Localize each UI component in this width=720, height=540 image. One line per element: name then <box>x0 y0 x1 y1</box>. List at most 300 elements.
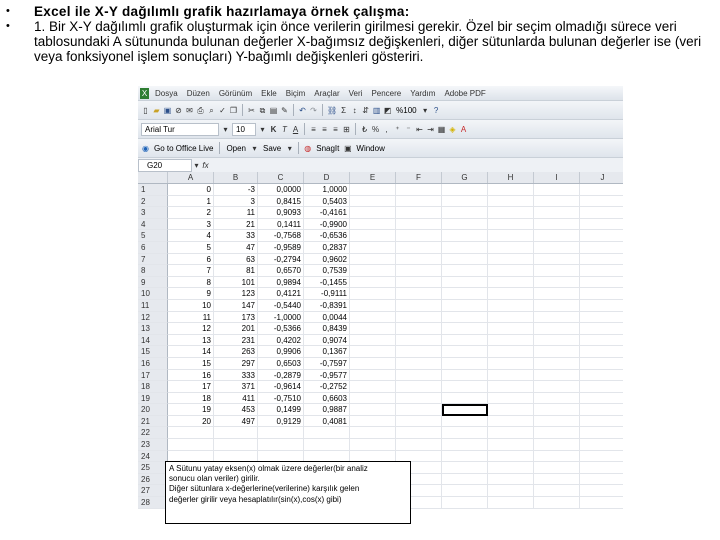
print-preview-icon[interactable]: ⌕ <box>209 105 214 115</box>
grid-cell[interactable] <box>350 230 396 242</box>
grid-cell[interactable]: 2 <box>168 207 214 219</box>
grid-cell[interactable] <box>488 497 534 509</box>
grid-cell[interactable] <box>534 335 580 347</box>
help-icon[interactable]: ? <box>433 105 439 115</box>
grid-cell[interactable]: 47 <box>214 242 258 254</box>
grid-cell[interactable]: -0,4161 <box>304 207 350 219</box>
grid-cell[interactable]: 0,4121 <box>258 288 304 300</box>
column-header[interactable]: H <box>488 172 534 183</box>
percent-icon[interactable]: % <box>371 124 380 134</box>
grid-cell[interactable]: 0,9887 <box>304 404 350 416</box>
grid-cell[interactable] <box>534 393 580 405</box>
grid-cell[interactable] <box>304 427 350 439</box>
grid-cell[interactable] <box>442 381 488 393</box>
menu-item-window[interactable]: Pencere <box>371 88 402 98</box>
grid-cell[interactable] <box>396 230 442 242</box>
grid-cell[interactable] <box>488 323 534 335</box>
save-button[interactable]: Save <box>263 143 282 153</box>
grid-cell[interactable] <box>580 439 623 451</box>
grid-cell[interactable]: 1 <box>168 196 214 208</box>
grid-cell[interactable]: 0,8415 <box>258 196 304 208</box>
grid-cell[interactable] <box>396 416 442 428</box>
grid-cell[interactable] <box>442 497 488 509</box>
grid-cell[interactable]: -0,7510 <box>258 393 304 405</box>
row-header[interactable]: 26 <box>138 474 168 486</box>
increase-decimal-icon[interactable]: ⁺ <box>395 124 400 134</box>
chevron-down-icon[interactable]: ▾ <box>194 160 199 170</box>
underline-button[interactable]: A <box>292 124 299 134</box>
grid-cell[interactable]: 0,9074 <box>304 335 350 347</box>
menu-item-view[interactable]: Görünüm <box>218 88 253 98</box>
grid-cell[interactable] <box>396 393 442 405</box>
new-file-icon[interactable]: ▯ <box>143 105 148 115</box>
grid-cell[interactable]: -0,7597 <box>304 358 350 370</box>
grid-cell[interactable] <box>534 474 580 486</box>
grid-cell[interactable] <box>396 184 442 196</box>
grid-cell[interactable]: 33 <box>214 230 258 242</box>
grid-cell[interactable]: 333 <box>214 370 258 382</box>
row-header[interactable]: 2 <box>138 196 168 208</box>
grid-cell[interactable]: 63 <box>214 254 258 266</box>
menu-item-format[interactable]: Biçim <box>285 88 306 98</box>
grid-cell[interactable] <box>350 427 396 439</box>
grid-cell[interactable]: 7 <box>168 265 214 277</box>
grid-cell[interactable] <box>534 300 580 312</box>
grid-cell[interactable]: -0,8391 <box>304 300 350 312</box>
grid-cell[interactable]: 0,6503 <box>258 358 304 370</box>
grid-cell[interactable] <box>580 207 623 219</box>
grid-cell[interactable]: 6 <box>168 254 214 266</box>
grid-cell[interactable]: 18 <box>168 393 214 405</box>
row-header[interactable]: 28 <box>138 497 168 509</box>
grid-cell[interactable]: 0,7539 <box>304 265 350 277</box>
grid-cell[interactable] <box>488 312 534 324</box>
open-folder-icon[interactable]: ▰ <box>153 105 160 115</box>
grid-cell[interactable] <box>350 184 396 196</box>
grid-cell[interactable] <box>350 404 396 416</box>
grid-cell[interactable]: 0,2837 <box>304 242 350 254</box>
grid-cell[interactable]: 10 <box>168 300 214 312</box>
grid-cell[interactable] <box>350 346 396 358</box>
grid-cell[interactable] <box>534 381 580 393</box>
grid-cell[interactable] <box>442 485 488 497</box>
grid-cell[interactable] <box>396 254 442 266</box>
grid-cell[interactable] <box>396 427 442 439</box>
grid-cell[interactable]: 411 <box>214 393 258 405</box>
undo-icon[interactable]: ↶ <box>299 105 306 115</box>
grid-cell[interactable] <box>258 439 304 451</box>
grid-cell[interactable] <box>396 312 442 324</box>
grid-cell[interactable] <box>442 393 488 405</box>
grid-cell[interactable] <box>580 393 623 405</box>
hyperlink-icon[interactable]: ⛓ <box>327 105 338 115</box>
grid-cell[interactable]: -3 <box>214 184 258 196</box>
grid-cell[interactable]: 371 <box>214 381 258 393</box>
grid-cell[interactable]: 3 <box>214 196 258 208</box>
grid-cell[interactable] <box>580 230 623 242</box>
grid-cell[interactable] <box>580 219 623 231</box>
copy-icon[interactable]: ⧉ <box>259 105 266 115</box>
grid-cell[interactable] <box>350 196 396 208</box>
grid-cell[interactable] <box>534 277 580 289</box>
grid-cell[interactable] <box>580 242 623 254</box>
grid-cell[interactable]: 0,4202 <box>258 335 304 347</box>
email-icon[interactable]: ✉ <box>186 105 193 115</box>
print-icon[interactable]: ⎙ <box>197 105 204 115</box>
grid-cell[interactable] <box>442 451 488 463</box>
align-center-icon[interactable]: ≡ <box>322 124 327 134</box>
grid-cell[interactable]: 21 <box>214 219 258 231</box>
grid-cell[interactable]: 0,4081 <box>304 416 350 428</box>
grid-cell[interactable] <box>442 335 488 347</box>
grid-cell[interactable] <box>442 370 488 382</box>
menu-item-data[interactable]: Veri <box>348 88 363 98</box>
grid-cell[interactable] <box>350 358 396 370</box>
grid-cell[interactable] <box>442 462 488 474</box>
grid-cell[interactable] <box>396 346 442 358</box>
grid-cell[interactable]: 453 <box>214 404 258 416</box>
grid-cell[interactable] <box>488 242 534 254</box>
grid-cell[interactable] <box>350 265 396 277</box>
column-header[interactable]: B <box>214 172 258 183</box>
grid-cell[interactable] <box>580 416 623 428</box>
snagit-button[interactable]: SnagIt <box>316 143 340 153</box>
grid-cell[interactable]: 0,9894 <box>258 277 304 289</box>
grid-cell[interactable] <box>488 265 534 277</box>
grid-cell[interactable]: 0,9906 <box>258 346 304 358</box>
grid-cell[interactable] <box>488 393 534 405</box>
grid-cell[interactable] <box>488 184 534 196</box>
grid-cell[interactable] <box>580 346 623 358</box>
select-all-corner[interactable] <box>138 172 168 183</box>
chevron-down-icon[interactable]: ▾ <box>423 105 428 115</box>
format-painter-icon[interactable]: ✎ <box>281 105 288 115</box>
fill-color-icon[interactable]: ◈ <box>449 124 456 134</box>
grid-cell[interactable]: 147 <box>214 300 258 312</box>
grid-cell[interactable] <box>488 335 534 347</box>
cut-icon[interactable]: ✂ <box>248 105 255 115</box>
grid-cell[interactable] <box>350 393 396 405</box>
grid-cell[interactable]: -0,9111 <box>304 288 350 300</box>
grid-cell[interactable]: 0,6603 <box>304 393 350 405</box>
grid-cell[interactable] <box>580 427 623 439</box>
grid-cell[interactable]: 101 <box>214 277 258 289</box>
grid-cell[interactable] <box>534 184 580 196</box>
grid-cell[interactable]: 1,0000 <box>304 184 350 196</box>
row-header[interactable]: 14 <box>138 335 168 347</box>
decrease-decimal-icon[interactable]: ⁻ <box>406 124 411 134</box>
menu-item-insert[interactable]: Ekle <box>261 88 277 98</box>
menu-item-edit[interactable]: Düzen <box>186 88 210 98</box>
grid-cell[interactable]: 20 <box>168 416 214 428</box>
grid-cell[interactable]: 4 <box>168 230 214 242</box>
drawing-icon[interactable]: ◩ <box>383 105 392 115</box>
grid-cell[interactable]: 0,8439 <box>304 323 350 335</box>
grid-cell[interactable] <box>534 485 580 497</box>
grid-cell[interactable] <box>442 358 488 370</box>
grid-cell[interactable] <box>442 196 488 208</box>
row-header[interactable]: 1 <box>138 184 168 196</box>
spelling-icon[interactable]: ✓ <box>219 105 226 115</box>
align-right-icon[interactable]: ≡ <box>333 124 338 134</box>
grid-cell[interactable]: -0,2794 <box>258 254 304 266</box>
font-size-select[interactable]: 10 <box>232 123 256 136</box>
grid-cell[interactable]: -0,2752 <box>304 381 350 393</box>
column-header[interactable]: I <box>534 172 580 183</box>
grid-cell[interactable] <box>534 404 580 416</box>
grid-cell[interactable] <box>214 439 258 451</box>
column-header[interactable]: J <box>580 172 623 183</box>
grid-cell[interactable] <box>488 346 534 358</box>
grid-cell[interactable] <box>442 242 488 254</box>
name-box[interactable]: G20 <box>138 159 192 172</box>
grid-cell[interactable]: 0,5403 <box>304 196 350 208</box>
grid-cell[interactable] <box>396 207 442 219</box>
grid-cell[interactable] <box>442 207 488 219</box>
grid-cell[interactable] <box>488 219 534 231</box>
row-header[interactable]: 20 <box>138 404 168 416</box>
chart-wizard-icon[interactable]: ▥ <box>372 105 381 115</box>
grid-cell[interactable] <box>350 370 396 382</box>
grid-cell[interactable] <box>396 358 442 370</box>
grid-cell[interactable]: 263 <box>214 346 258 358</box>
grid-cell[interactable] <box>350 242 396 254</box>
grid-cell[interactable] <box>580 404 623 416</box>
chevron-down-icon[interactable]: ▾ <box>223 124 228 134</box>
grid-cell[interactable] <box>534 439 580 451</box>
paste-icon[interactable]: ▤ <box>269 105 278 115</box>
grid-cell[interactable] <box>488 300 534 312</box>
grid-cell[interactable] <box>442 439 488 451</box>
grid-cell[interactable] <box>580 265 623 277</box>
grid-cell[interactable] <box>534 416 580 428</box>
grid-cell[interactable] <box>396 300 442 312</box>
grid-cell[interactable] <box>442 416 488 428</box>
grid-cell[interactable] <box>442 312 488 324</box>
grid-cell[interactable] <box>580 323 623 335</box>
grid-cell[interactable] <box>534 497 580 509</box>
align-left-icon[interactable]: ≡ <box>311 124 316 134</box>
grid-cell[interactable] <box>488 207 534 219</box>
grid-cell[interactable] <box>442 184 488 196</box>
autosum-icon[interactable]: Σ <box>341 105 347 115</box>
row-header[interactable]: 7 <box>138 254 168 266</box>
grid-cell[interactable] <box>534 427 580 439</box>
grid-cell[interactable] <box>534 207 580 219</box>
grid-cell[interactable] <box>396 370 442 382</box>
column-header[interactable]: G <box>442 172 488 183</box>
grid-cell[interactable]: 0,1499 <box>258 404 304 416</box>
grid-cell[interactable]: -0,5440 <box>258 300 304 312</box>
grid-cell[interactable]: 19 <box>168 404 214 416</box>
grid-cell[interactable] <box>534 242 580 254</box>
grid-cell[interactable]: 8 <box>168 277 214 289</box>
grid-cell[interactable]: -0,9614 <box>258 381 304 393</box>
column-header[interactable]: D <box>304 172 350 183</box>
grid-cell[interactable] <box>488 427 534 439</box>
grid-cell[interactable] <box>580 358 623 370</box>
grid-cell[interactable] <box>168 439 214 451</box>
grid-cell[interactable] <box>580 288 623 300</box>
grid-cell[interactable]: 3 <box>168 219 214 231</box>
grid-cell[interactable] <box>488 485 534 497</box>
grid-cell[interactable] <box>534 230 580 242</box>
window-select[interactable]: Window <box>356 143 385 153</box>
grid-cell[interactable] <box>580 370 623 382</box>
grid-cell[interactable] <box>488 381 534 393</box>
selected-cell[interactable] <box>442 404 488 416</box>
grid-cell[interactable]: 0,0000 <box>258 184 304 196</box>
redo-icon[interactable]: ↷ <box>310 105 317 115</box>
grid-cell[interactable] <box>396 404 442 416</box>
grid-cell[interactable]: 0,0044 <box>304 312 350 324</box>
grid-cell[interactable] <box>304 439 350 451</box>
grid-cell[interactable]: 0,9093 <box>258 207 304 219</box>
grid-cell[interactable] <box>396 381 442 393</box>
row-header[interactable]: 6 <box>138 242 168 254</box>
grid-cell[interactable] <box>580 254 623 266</box>
grid-cell[interactable] <box>442 288 488 300</box>
grid-cell[interactable]: -0,9900 <box>304 219 350 231</box>
grid-cell[interactable] <box>488 404 534 416</box>
row-header[interactable]: 13 <box>138 323 168 335</box>
chevron-down-icon[interactable]: ▾ <box>252 143 257 153</box>
grid-cell[interactable] <box>168 427 214 439</box>
menu-item-help[interactable]: Yardım <box>410 88 436 98</box>
grid-cell[interactable] <box>580 451 623 463</box>
menu-item-adobe-pdf[interactable]: Adobe PDF <box>444 88 486 98</box>
borders-icon[interactable]: ▦ <box>437 124 446 134</box>
row-header[interactable]: 10 <box>138 288 168 300</box>
grid-cell[interactable] <box>534 358 580 370</box>
column-header[interactable]: C <box>258 172 304 183</box>
grid-cell[interactable] <box>488 358 534 370</box>
grid-cell[interactable] <box>396 277 442 289</box>
grid-cell[interactable] <box>534 312 580 324</box>
font-name-select[interactable]: Arial Tur <box>141 123 219 136</box>
grid-cell[interactable] <box>534 451 580 463</box>
grid-cell[interactable] <box>442 277 488 289</box>
grid-cell[interactable]: 0 <box>168 184 214 196</box>
grid-cell[interactable] <box>350 439 396 451</box>
grid-cell[interactable]: 12 <box>168 323 214 335</box>
grid-cell[interactable]: 15 <box>168 358 214 370</box>
grid-cell[interactable]: -0,1455 <box>304 277 350 289</box>
grid-cell[interactable]: 0,9129 <box>258 416 304 428</box>
snagit-window-icon[interactable]: ▣ <box>344 143 352 153</box>
grid-cell[interactable] <box>580 485 623 497</box>
grid-cell[interactable] <box>580 462 623 474</box>
grid-cell[interactable]: 123 <box>214 288 258 300</box>
row-header[interactable]: 17 <box>138 370 168 382</box>
grid-cell[interactable] <box>580 196 623 208</box>
row-header[interactable]: 9 <box>138 277 168 289</box>
grid-cell[interactable]: 16 <box>168 370 214 382</box>
grid-cell[interactable] <box>580 300 623 312</box>
grid-cell[interactable] <box>350 207 396 219</box>
grid-cell[interactable]: 297 <box>214 358 258 370</box>
bold-button[interactable]: K <box>270 124 277 134</box>
row-header[interactable]: 3 <box>138 207 168 219</box>
grid-cell[interactable]: 14 <box>168 346 214 358</box>
zoom-dropdown[interactable]: %100 <box>396 105 417 115</box>
grid-cell[interactable] <box>534 462 580 474</box>
snagit-icon[interactable]: ◍ <box>304 143 312 153</box>
merge-center-icon[interactable]: ⊞ <box>343 124 350 134</box>
column-header[interactable]: A <box>168 172 214 183</box>
grid-cell[interactable]: 0,9602 <box>304 254 350 266</box>
font-color-icon[interactable]: A <box>460 124 467 134</box>
sort-descending-icon[interactable]: ⇵ <box>362 105 369 115</box>
row-header[interactable]: 5 <box>138 230 168 242</box>
grid-cell[interactable]: -0,6536 <box>304 230 350 242</box>
grid-cell[interactable] <box>350 277 396 289</box>
chevron-down-icon[interactable]: ▾ <box>287 143 292 153</box>
grid-cell[interactable] <box>442 230 488 242</box>
grid-cell[interactable] <box>580 474 623 486</box>
grid-cell[interactable]: -0,2879 <box>258 370 304 382</box>
grid-cell[interactable] <box>442 219 488 231</box>
grid-cell[interactable] <box>396 265 442 277</box>
grid-cell[interactable] <box>442 323 488 335</box>
grid-cell[interactable] <box>488 462 534 474</box>
grid-cell[interactable] <box>396 288 442 300</box>
grid-cell[interactable] <box>350 254 396 266</box>
grid-cell[interactable] <box>442 427 488 439</box>
grid-cell[interactable] <box>488 451 534 463</box>
row-header[interactable]: 27 <box>138 485 168 497</box>
grid-cell[interactable] <box>534 219 580 231</box>
row-header[interactable]: 22 <box>138 427 168 439</box>
grid-cell[interactable] <box>488 277 534 289</box>
grid-cell[interactable]: 0,1411 <box>258 219 304 231</box>
row-header[interactable]: 19 <box>138 393 168 405</box>
grid-cell[interactable] <box>350 312 396 324</box>
grid-cell[interactable] <box>534 370 580 382</box>
grid-cell[interactable]: 5 <box>168 242 214 254</box>
grid-cell[interactable] <box>488 416 534 428</box>
grid-cell[interactable]: -0,9589 <box>258 242 304 254</box>
grid-cell[interactable]: 13 <box>168 335 214 347</box>
row-header[interactable]: 12 <box>138 312 168 324</box>
italic-button[interactable]: T <box>282 124 287 134</box>
save-icon[interactable]: ▣ <box>163 105 172 115</box>
grid-cell[interactable] <box>350 381 396 393</box>
grid-cell[interactable]: 0,1367 <box>304 346 350 358</box>
grid-cell[interactable] <box>442 265 488 277</box>
grid-cell[interactable]: -1,0000 <box>258 312 304 324</box>
grid-cell[interactable] <box>580 277 623 289</box>
grid-cell[interactable]: -0,9577 <box>304 370 350 382</box>
grid-cell[interactable] <box>258 427 304 439</box>
menu-item-tools[interactable]: Araçlar <box>314 88 340 98</box>
grid-cell[interactable] <box>442 300 488 312</box>
grid-cell[interactable] <box>534 254 580 266</box>
grid-cell[interactable] <box>350 323 396 335</box>
grid-cell[interactable] <box>580 497 623 509</box>
grid-cell[interactable]: 0,6570 <box>258 265 304 277</box>
grid-cell[interactable] <box>488 230 534 242</box>
grid-cell[interactable]: 201 <box>214 323 258 335</box>
column-header[interactable]: F <box>396 172 442 183</box>
permission-icon[interactable]: ⊘ <box>175 105 182 115</box>
grid-cell[interactable]: -0,5366 <box>258 323 304 335</box>
grid-cell[interactable]: 11 <box>214 207 258 219</box>
open-button[interactable]: Open <box>226 143 247 153</box>
row-header[interactable]: 23 <box>138 439 168 451</box>
grid-cell[interactable] <box>580 335 623 347</box>
grid-cell[interactable] <box>396 196 442 208</box>
